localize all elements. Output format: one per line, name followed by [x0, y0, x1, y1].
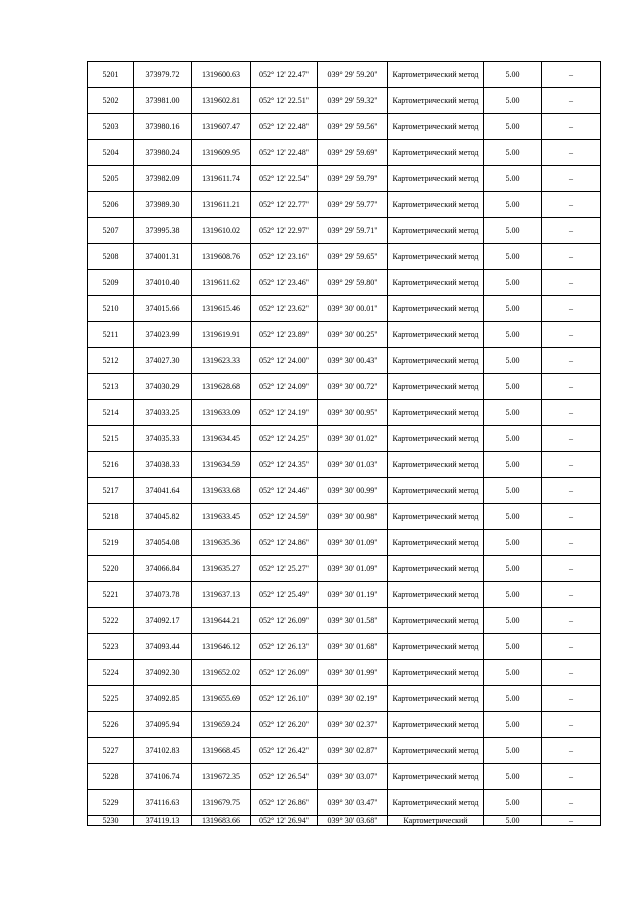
accuracy-cell: 5.00	[484, 114, 542, 140]
longitude-cell: 039° 29' 59.20"	[318, 62, 388, 88]
x-coordinate-cell: 374023.99	[134, 322, 192, 348]
longitude-cell: 039° 30' 03.07"	[318, 764, 388, 790]
table-row	[88, 790, 601, 816]
y-coordinate-cell: 1319634.59	[192, 452, 251, 478]
method-cell: Картометрический метод	[388, 504, 484, 530]
note-cell: –	[542, 478, 601, 504]
method-cell: Картометрический метод	[388, 634, 484, 660]
point-number-cell: 5208	[88, 244, 134, 270]
y-coordinate-cell: 1319637.13	[192, 582, 251, 608]
note-cell: –	[542, 400, 601, 426]
y-coordinate-cell: 1319652.02	[192, 660, 251, 686]
table-row	[88, 504, 601, 530]
point-number-cell: 5217	[88, 478, 134, 504]
table-row	[88, 452, 601, 478]
longitude-cell: 039° 30' 01.09"	[318, 556, 388, 582]
longitude-cell: 039° 30' 02.37"	[318, 712, 388, 738]
x-coordinate-cell: 374054.08	[134, 530, 192, 556]
latitude-cell: 052° 12' 26.86"	[251, 790, 318, 816]
note-cell: –	[542, 270, 601, 296]
point-number-cell: 5228	[88, 764, 134, 790]
table-row	[88, 816, 601, 826]
x-coordinate-cell: 374015.66	[134, 296, 192, 322]
method-cell: Картометрический метод	[388, 244, 484, 270]
longitude-cell: 039° 29' 59.65"	[318, 244, 388, 270]
x-coordinate-cell: 373980.16	[134, 114, 192, 140]
longitude-cell: 039° 30' 00.95"	[318, 400, 388, 426]
y-coordinate-cell: 1319635.36	[192, 530, 251, 556]
x-coordinate-cell: 374116.63	[134, 790, 192, 816]
accuracy-cell: 5.00	[484, 790, 542, 816]
accuracy-cell: 5.00	[484, 530, 542, 556]
table-row	[88, 478, 601, 504]
y-coordinate-cell: 1319619.91	[192, 322, 251, 348]
point-number-cell: 5207	[88, 218, 134, 244]
latitude-cell: 052° 12' 24.86"	[251, 530, 318, 556]
method-cell: Картометрический метод	[388, 88, 484, 114]
method-cell: Картометрический метод	[388, 712, 484, 738]
accuracy-cell: 5.00	[484, 660, 542, 686]
y-coordinate-cell: 1319672.35	[192, 764, 251, 790]
point-number-cell: 5219	[88, 530, 134, 556]
x-coordinate-cell: 373989.30	[134, 192, 192, 218]
method-cell: Картометрический метод	[388, 452, 484, 478]
method-cell: Картометрический	[388, 816, 484, 826]
longitude-cell: 039° 30' 01.99"	[318, 660, 388, 686]
latitude-cell: 052° 12' 26.10"	[251, 686, 318, 712]
note-cell: –	[542, 62, 601, 88]
table-row	[88, 582, 601, 608]
note-cell: –	[542, 296, 601, 322]
method-cell: Картометрический метод	[388, 790, 484, 816]
accuracy-cell: 5.00	[484, 478, 542, 504]
longitude-cell: 039° 30' 03.68"	[318, 816, 388, 826]
accuracy-cell: 5.00	[484, 166, 542, 192]
note-cell: –	[542, 530, 601, 556]
longitude-cell: 039° 30' 03.47"	[318, 790, 388, 816]
point-number-cell: 5203	[88, 114, 134, 140]
note-cell: –	[542, 686, 601, 712]
point-number-cell: 5229	[88, 790, 134, 816]
y-coordinate-cell: 1319602.81	[192, 88, 251, 114]
latitude-cell: 052° 12' 22.47"	[251, 62, 318, 88]
latitude-cell: 052° 12' 26.20"	[251, 712, 318, 738]
point-number-cell: 5202	[88, 88, 134, 114]
x-coordinate-cell: 374001.31	[134, 244, 192, 270]
table-row	[88, 374, 601, 400]
accuracy-cell: 5.00	[484, 452, 542, 478]
point-number-cell: 5218	[88, 504, 134, 530]
longitude-cell: 039° 29' 59.71"	[318, 218, 388, 244]
accuracy-cell: 5.00	[484, 426, 542, 452]
latitude-cell: 052° 12' 22.51"	[251, 88, 318, 114]
point-number-cell: 5223	[88, 634, 134, 660]
latitude-cell: 052° 12' 23.89"	[251, 322, 318, 348]
method-cell: Картометрический метод	[388, 140, 484, 166]
point-number-cell: 5214	[88, 400, 134, 426]
method-cell: Картометрический метод	[388, 426, 484, 452]
method-cell: Картометрический метод	[388, 296, 484, 322]
table-row	[88, 764, 601, 790]
table-row	[88, 140, 601, 166]
method-cell: Картометрический метод	[388, 400, 484, 426]
latitude-cell: 052° 12' 22.54"	[251, 166, 318, 192]
point-number-cell: 5222	[88, 608, 134, 634]
latitude-cell: 052° 12' 23.62"	[251, 296, 318, 322]
longitude-cell: 039° 30' 00.99"	[318, 478, 388, 504]
y-coordinate-cell: 1319634.45	[192, 426, 251, 452]
table-row	[88, 426, 601, 452]
note-cell: –	[542, 712, 601, 738]
note-cell: –	[542, 816, 601, 826]
longitude-cell: 039° 30' 01.58"	[318, 608, 388, 634]
accuracy-cell: 5.00	[484, 296, 542, 322]
latitude-cell: 052° 12' 23.16"	[251, 244, 318, 270]
point-number-cell: 5211	[88, 322, 134, 348]
point-number-cell: 5201	[88, 62, 134, 88]
method-cell: Картометрический метод	[388, 478, 484, 504]
note-cell: –	[542, 608, 601, 634]
y-coordinate-cell: 1319611.62	[192, 270, 251, 296]
table-row	[88, 686, 601, 712]
accuracy-cell: 5.00	[484, 686, 542, 712]
note-cell: –	[542, 374, 601, 400]
note-cell: –	[542, 660, 601, 686]
x-coordinate-cell: 374033.25	[134, 400, 192, 426]
note-cell: –	[542, 166, 601, 192]
y-coordinate-cell: 1319646.12	[192, 634, 251, 660]
point-number-cell: 5220	[88, 556, 134, 582]
point-number-cell: 5225	[88, 686, 134, 712]
method-cell: Картометрический метод	[388, 270, 484, 296]
accuracy-cell: 5.00	[484, 582, 542, 608]
latitude-cell: 052° 12' 26.54"	[251, 764, 318, 790]
longitude-cell: 039° 30' 02.87"	[318, 738, 388, 764]
accuracy-cell: 5.00	[484, 322, 542, 348]
x-coordinate-cell: 374041.64	[134, 478, 192, 504]
point-number-cell: 5212	[88, 348, 134, 374]
x-coordinate-cell: 374027.30	[134, 348, 192, 374]
table-row	[88, 556, 601, 582]
y-coordinate-cell: 1319633.09	[192, 400, 251, 426]
x-coordinate-cell: 374073.78	[134, 582, 192, 608]
table-row	[88, 192, 601, 218]
note-cell: –	[542, 738, 601, 764]
longitude-cell: 039° 30' 00.98"	[318, 504, 388, 530]
method-cell: Картометрический метод	[388, 348, 484, 374]
accuracy-cell: 5.00	[484, 504, 542, 530]
longitude-cell: 039° 30' 00.43"	[318, 348, 388, 374]
note-cell: –	[542, 322, 601, 348]
y-coordinate-cell: 1319623.33	[192, 348, 251, 374]
y-coordinate-cell: 1319668.45	[192, 738, 251, 764]
x-coordinate-cell: 374095.94	[134, 712, 192, 738]
point-number-cell: 5205	[88, 166, 134, 192]
latitude-cell: 052° 12' 25.27"	[251, 556, 318, 582]
accuracy-cell: 5.00	[484, 192, 542, 218]
y-coordinate-cell: 1319608.76	[192, 244, 251, 270]
method-cell: Картометрический метод	[388, 582, 484, 608]
longitude-cell: 039° 30' 01.19"	[318, 582, 388, 608]
y-coordinate-cell: 1319610.02	[192, 218, 251, 244]
latitude-cell: 052° 12' 22.77"	[251, 192, 318, 218]
point-number-cell: 5210	[88, 296, 134, 322]
latitude-cell: 052° 12' 26.94"	[251, 816, 318, 826]
latitude-cell: 052° 12' 26.13"	[251, 634, 318, 660]
x-coordinate-cell: 373995.38	[134, 218, 192, 244]
x-coordinate-cell: 373980.24	[134, 140, 192, 166]
y-coordinate-cell: 1319607.47	[192, 114, 251, 140]
accuracy-cell: 5.00	[484, 608, 542, 634]
latitude-cell: 052° 12' 26.09"	[251, 608, 318, 634]
latitude-cell: 052° 12' 24.09"	[251, 374, 318, 400]
table-row	[88, 244, 601, 270]
table-row	[88, 400, 601, 426]
method-cell: Картометрический метод	[388, 530, 484, 556]
x-coordinate-cell: 374102.83	[134, 738, 192, 764]
table-row	[88, 218, 601, 244]
table-body	[88, 62, 601, 826]
table-row	[88, 660, 601, 686]
longitude-cell: 039° 29' 59.32"	[318, 88, 388, 114]
x-coordinate-cell: 374119.13	[134, 816, 192, 826]
longitude-cell: 039° 29' 59.77"	[318, 192, 388, 218]
note-cell: –	[542, 192, 601, 218]
point-number-cell: 5230	[88, 816, 134, 826]
y-coordinate-cell: 1319611.21	[192, 192, 251, 218]
method-cell: Картометрический метод	[388, 608, 484, 634]
y-coordinate-cell: 1319600.63	[192, 62, 251, 88]
x-coordinate-cell: 373981.00	[134, 88, 192, 114]
longitude-cell: 039° 30' 00.72"	[318, 374, 388, 400]
note-cell: –	[542, 634, 601, 660]
x-coordinate-cell: 374030.29	[134, 374, 192, 400]
method-cell: Картометрический метод	[388, 556, 484, 582]
note-cell: –	[542, 504, 601, 530]
accuracy-cell: 5.00	[484, 712, 542, 738]
accuracy-cell: 5.00	[484, 88, 542, 114]
x-coordinate-cell: 374092.85	[134, 686, 192, 712]
table-row	[88, 530, 601, 556]
x-coordinate-cell: 374035.33	[134, 426, 192, 452]
table-row	[88, 270, 601, 296]
note-cell: –	[542, 88, 601, 114]
x-coordinate-cell: 374092.17	[134, 608, 192, 634]
table-row	[88, 738, 601, 764]
accuracy-cell: 5.00	[484, 556, 542, 582]
y-coordinate-cell: 1319683.66	[192, 816, 251, 826]
y-coordinate-cell: 1319659.24	[192, 712, 251, 738]
accuracy-cell: 5.00	[484, 62, 542, 88]
y-coordinate-cell: 1319655.69	[192, 686, 251, 712]
accuracy-cell: 5.00	[484, 218, 542, 244]
table-row	[88, 348, 601, 374]
y-coordinate-cell: 1319644.21	[192, 608, 251, 634]
method-cell: Картометрический метод	[388, 192, 484, 218]
note-cell: –	[542, 452, 601, 478]
table-row	[88, 166, 601, 192]
latitude-cell: 052° 12' 24.46"	[251, 478, 318, 504]
method-cell: Картометрический метод	[388, 686, 484, 712]
table-row	[88, 608, 601, 634]
latitude-cell: 052° 12' 24.00"	[251, 348, 318, 374]
accuracy-cell: 5.00	[484, 348, 542, 374]
point-number-cell: 5206	[88, 192, 134, 218]
table-row	[88, 88, 601, 114]
latitude-cell: 052° 12' 24.19"	[251, 400, 318, 426]
accuracy-cell: 5.00	[484, 816, 542, 826]
latitude-cell: 052° 12' 25.49"	[251, 582, 318, 608]
point-number-cell: 5209	[88, 270, 134, 296]
longitude-cell: 039° 30' 01.68"	[318, 634, 388, 660]
latitude-cell: 052° 12' 24.35"	[251, 452, 318, 478]
method-cell: Картометрический метод	[388, 62, 484, 88]
latitude-cell: 052° 12' 22.97"	[251, 218, 318, 244]
method-cell: Картометрический метод	[388, 114, 484, 140]
longitude-cell: 039° 29' 59.80"	[318, 270, 388, 296]
accuracy-cell: 5.00	[484, 738, 542, 764]
table-row	[88, 62, 601, 88]
longitude-cell: 039° 30' 01.09"	[318, 530, 388, 556]
accuracy-cell: 5.00	[484, 140, 542, 166]
latitude-cell: 052° 12' 23.46"	[251, 270, 318, 296]
table-row	[88, 712, 601, 738]
x-coordinate-cell: 374066.84	[134, 556, 192, 582]
y-coordinate-cell: 1319635.27	[192, 556, 251, 582]
coordinates-table	[87, 61, 601, 826]
accuracy-cell: 5.00	[484, 270, 542, 296]
accuracy-cell: 5.00	[484, 244, 542, 270]
method-cell: Картометрический метод	[388, 218, 484, 244]
note-cell: –	[542, 114, 601, 140]
x-coordinate-cell: 373979.72	[134, 62, 192, 88]
point-number-cell: 5216	[88, 452, 134, 478]
point-number-cell: 5213	[88, 374, 134, 400]
longitude-cell: 039° 29' 59.56"	[318, 114, 388, 140]
note-cell: –	[542, 556, 601, 582]
point-number-cell: 5226	[88, 712, 134, 738]
latitude-cell: 052° 12' 24.25"	[251, 426, 318, 452]
y-coordinate-cell: 1319633.68	[192, 478, 251, 504]
method-cell: Картометрический метод	[388, 660, 484, 686]
table-row	[88, 634, 601, 660]
latitude-cell: 052° 12' 26.09"	[251, 660, 318, 686]
method-cell: Картометрический метод	[388, 166, 484, 192]
x-coordinate-cell: 374093.44	[134, 634, 192, 660]
table-row	[88, 322, 601, 348]
y-coordinate-cell: 1319611.74	[192, 166, 251, 192]
longitude-cell: 039° 30' 01.03"	[318, 452, 388, 478]
y-coordinate-cell: 1319609.95	[192, 140, 251, 166]
note-cell: –	[542, 244, 601, 270]
y-coordinate-cell: 1319679.75	[192, 790, 251, 816]
latitude-cell: 052° 12' 22.48"	[251, 140, 318, 166]
y-coordinate-cell: 1319615.46	[192, 296, 251, 322]
note-cell: –	[542, 582, 601, 608]
x-coordinate-cell: 373982.09	[134, 166, 192, 192]
table-row	[88, 296, 601, 322]
point-number-cell: 5215	[88, 426, 134, 452]
x-coordinate-cell: 374010.40	[134, 270, 192, 296]
longitude-cell: 039° 30' 02.19"	[318, 686, 388, 712]
x-coordinate-cell: 374092.30	[134, 660, 192, 686]
latitude-cell: 052° 12' 26.42"	[251, 738, 318, 764]
point-number-cell: 5227	[88, 738, 134, 764]
x-coordinate-cell: 374106.74	[134, 764, 192, 790]
note-cell: –	[542, 790, 601, 816]
table-row	[88, 114, 601, 140]
note-cell: –	[542, 140, 601, 166]
point-number-cell: 5224	[88, 660, 134, 686]
longitude-cell: 039° 29' 59.69"	[318, 140, 388, 166]
note-cell: –	[542, 348, 601, 374]
longitude-cell: 039° 29' 59.79"	[318, 166, 388, 192]
accuracy-cell: 5.00	[484, 634, 542, 660]
note-cell: –	[542, 764, 601, 790]
method-cell: Картометрический метод	[388, 764, 484, 790]
method-cell: Картометрический метод	[388, 738, 484, 764]
note-cell: –	[542, 218, 601, 244]
y-coordinate-cell: 1319628.68	[192, 374, 251, 400]
accuracy-cell: 5.00	[484, 374, 542, 400]
longitude-cell: 039° 30' 00.25"	[318, 322, 388, 348]
point-number-cell: 5204	[88, 140, 134, 166]
latitude-cell: 052° 12' 24.59"	[251, 504, 318, 530]
method-cell: Картометрический метод	[388, 322, 484, 348]
note-cell: –	[542, 426, 601, 452]
accuracy-cell: 5.00	[484, 764, 542, 790]
x-coordinate-cell: 374038.33	[134, 452, 192, 478]
y-coordinate-cell: 1319633.45	[192, 504, 251, 530]
x-coordinate-cell: 374045.82	[134, 504, 192, 530]
point-number-cell: 5221	[88, 582, 134, 608]
method-cell: Картометрический метод	[388, 374, 484, 400]
longitude-cell: 039° 30' 01.02"	[318, 426, 388, 452]
latitude-cell: 052° 12' 22.48"	[251, 114, 318, 140]
longitude-cell: 039° 30' 00.01"	[318, 296, 388, 322]
accuracy-cell: 5.00	[484, 400, 542, 426]
